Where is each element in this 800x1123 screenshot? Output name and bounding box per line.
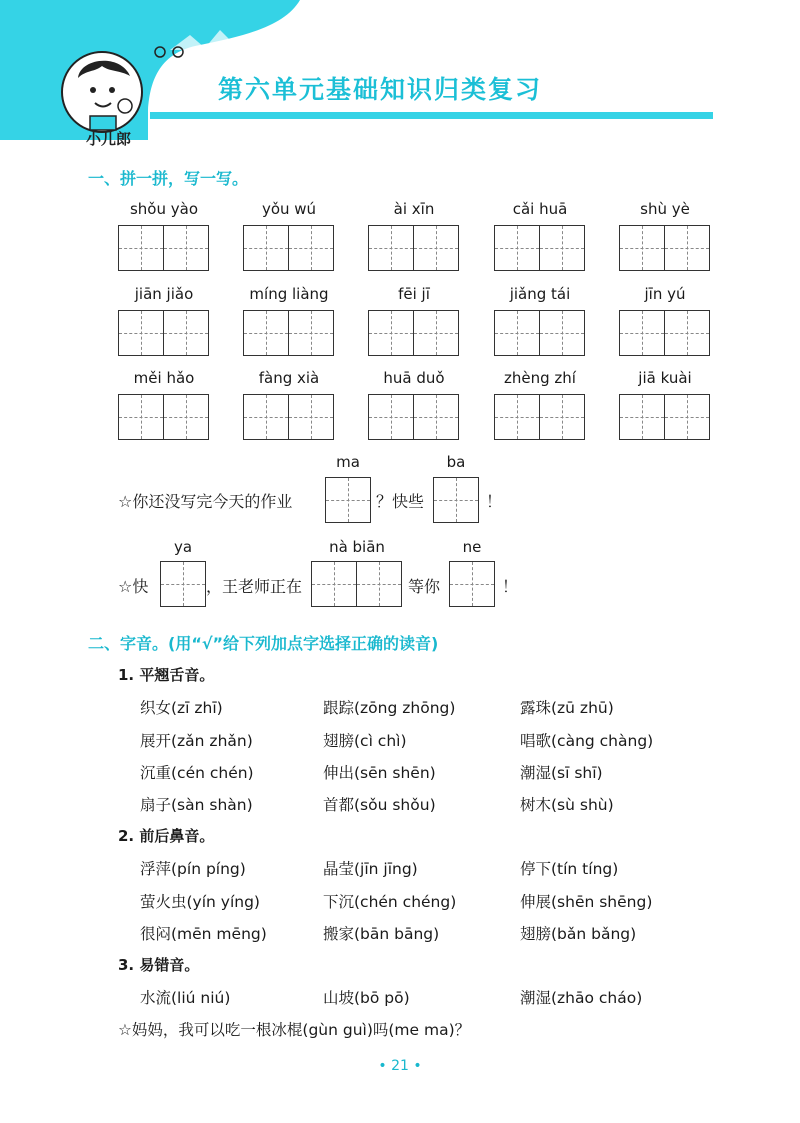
reading-choice-item[interactable]: 伸出(sēn shēn) [323, 764, 436, 782]
boy-thumbs-up-icon [50, 48, 155, 133]
reading-choice-item[interactable]: 首都(sǒu shǒu) [323, 796, 436, 814]
reading-choice-item[interactable]: 展开(zǎn zhǎn) [140, 732, 253, 750]
reading-choice-item[interactable]: 山坡(bō pō) [323, 989, 410, 1007]
reading-choice-item[interactable]: 翅膀(bǎn bǎng) [520, 925, 637, 943]
brand-label: 小儿郎 [86, 130, 132, 148]
sentence-2-start: ☆快 [118, 577, 149, 596]
pinyin-label: jiǎng tái [509, 285, 571, 303]
pinyin-nabian: nà biān [329, 538, 385, 556]
pinyin-label: zhèng zhí [504, 369, 576, 387]
pinyin-label: shǒu yào [129, 200, 199, 218]
writing-grid[interactable] [118, 310, 209, 356]
pinyin-ya: ya [173, 538, 193, 556]
writing-grid-nabian[interactable] [311, 561, 402, 607]
group-3-heading: 3. 易错音。 [118, 956, 200, 974]
writing-grid[interactable] [619, 310, 710, 356]
pinyin-label: shù yè [640, 200, 690, 218]
reading-choice-item[interactable]: 翅膀(cì chì) [323, 732, 407, 750]
page-title: 第六单元基础知识归类复习 [218, 75, 543, 104]
reading-choice-item[interactable]: 很闷(mēn mēng) [140, 925, 267, 943]
writing-box-ma[interactable] [325, 477, 371, 523]
writing-grid[interactable] [243, 225, 334, 271]
last-sentence[interactable]: ☆妈妈，我可以吃一根冰棍(gùn guì)吗(me ma)？ [118, 1021, 471, 1039]
section-2-title: 二、字音。(用“√”给下列加点字选择正确的读音) [88, 634, 439, 653]
writing-grid[interactable] [368, 310, 459, 356]
section-1-title: 一、拼一拼，写一写。 [88, 169, 249, 188]
pinyin-label: fēi jī [398, 285, 430, 303]
reading-choice-item[interactable]: 水流(liú niú) [140, 989, 231, 1007]
reading-choice-item[interactable]: 树木(sù shù) [520, 796, 614, 814]
reading-choice-item[interactable]: 跟踪(zōng zhōng) [323, 699, 456, 717]
sentence-2-mid: ，王老师正在 [206, 577, 303, 596]
sentence-2-mid2: 等你 [408, 577, 441, 596]
writing-grid[interactable] [494, 394, 585, 440]
reading-choice-item[interactable]: 伸展(shēn shēng) [520, 893, 653, 911]
pinyin-label: jiān jiǎo [134, 285, 194, 303]
sentence-2-end: ！ [502, 577, 519, 596]
writing-grid[interactable] [118, 225, 209, 271]
writing-box-ba[interactable] [433, 477, 479, 523]
reading-choice-item[interactable]: 织女(zī zhī) [140, 699, 223, 717]
sentence-1-mid: ？快些 [376, 492, 425, 511]
writing-grid[interactable] [368, 394, 459, 440]
reading-choice-item[interactable]: 潮湿(sī shī) [520, 764, 603, 782]
writing-box-ne[interactable] [449, 561, 495, 607]
writing-box-ya[interactable] [160, 561, 206, 607]
group-2-heading: 2. 前后鼻音。 [118, 827, 215, 845]
pinyin-ne: ne [462, 538, 482, 556]
pinyin-label: cǎi huā [512, 200, 568, 218]
pinyin-label: huā duǒ [383, 369, 445, 387]
pinyin-label: jiā kuài [638, 369, 692, 387]
pinyin-label: měi hǎo [133, 369, 195, 387]
sentence-1-end: ！ [486, 492, 503, 511]
reading-choice-item[interactable]: 沉重(cén chén) [140, 764, 254, 782]
writing-grid[interactable] [494, 225, 585, 271]
reading-choice-item[interactable]: 潮湿(zhāo cháo) [520, 989, 643, 1007]
writing-grid[interactable] [368, 225, 459, 271]
writing-grid[interactable] [619, 394, 710, 440]
reading-choice-item[interactable]: 下沉(chén chéng) [323, 893, 457, 911]
writing-grid[interactable] [494, 310, 585, 356]
pinyin-label: jīn yú [644, 285, 686, 303]
reading-choice-item[interactable]: 扇子(sàn shàn) [140, 796, 253, 814]
pinyin-ba: ba [446, 453, 466, 471]
header-underline [150, 112, 713, 119]
reading-choice-item[interactable]: 浮萍(pín píng) [140, 860, 246, 878]
writing-grid[interactable] [243, 394, 334, 440]
reading-choice-item[interactable]: 唱歌(càng chàng) [520, 732, 654, 750]
pinyin-label: ài xīn [393, 200, 435, 218]
reading-choice-item[interactable]: 萤火虫(yín yíng) [140, 893, 260, 911]
pinyin-label: míng liàng [249, 285, 329, 303]
sentence-1-start: ☆你还没写完今天的作业 [118, 492, 293, 511]
writing-grid[interactable] [118, 394, 209, 440]
writing-grid[interactable] [619, 225, 710, 271]
page-number: • 21 • [378, 1058, 422, 1074]
writing-grid[interactable] [243, 310, 334, 356]
pinyin-label: yǒu wú [261, 200, 317, 218]
reading-choice-item[interactable]: 停下(tín tíng) [520, 860, 619, 878]
reading-choice-item[interactable]: 搬家(bān bāng) [323, 925, 440, 943]
reading-choice-item[interactable]: 露珠(zū zhū) [520, 699, 614, 717]
pinyin-label: fàng xià [258, 369, 320, 387]
group-1-heading: 1. 平翘舌音。 [118, 666, 215, 684]
reading-choice-item[interactable]: 晶莹(jīn jīng) [323, 860, 418, 878]
pinyin-ma: ma [336, 453, 360, 471]
